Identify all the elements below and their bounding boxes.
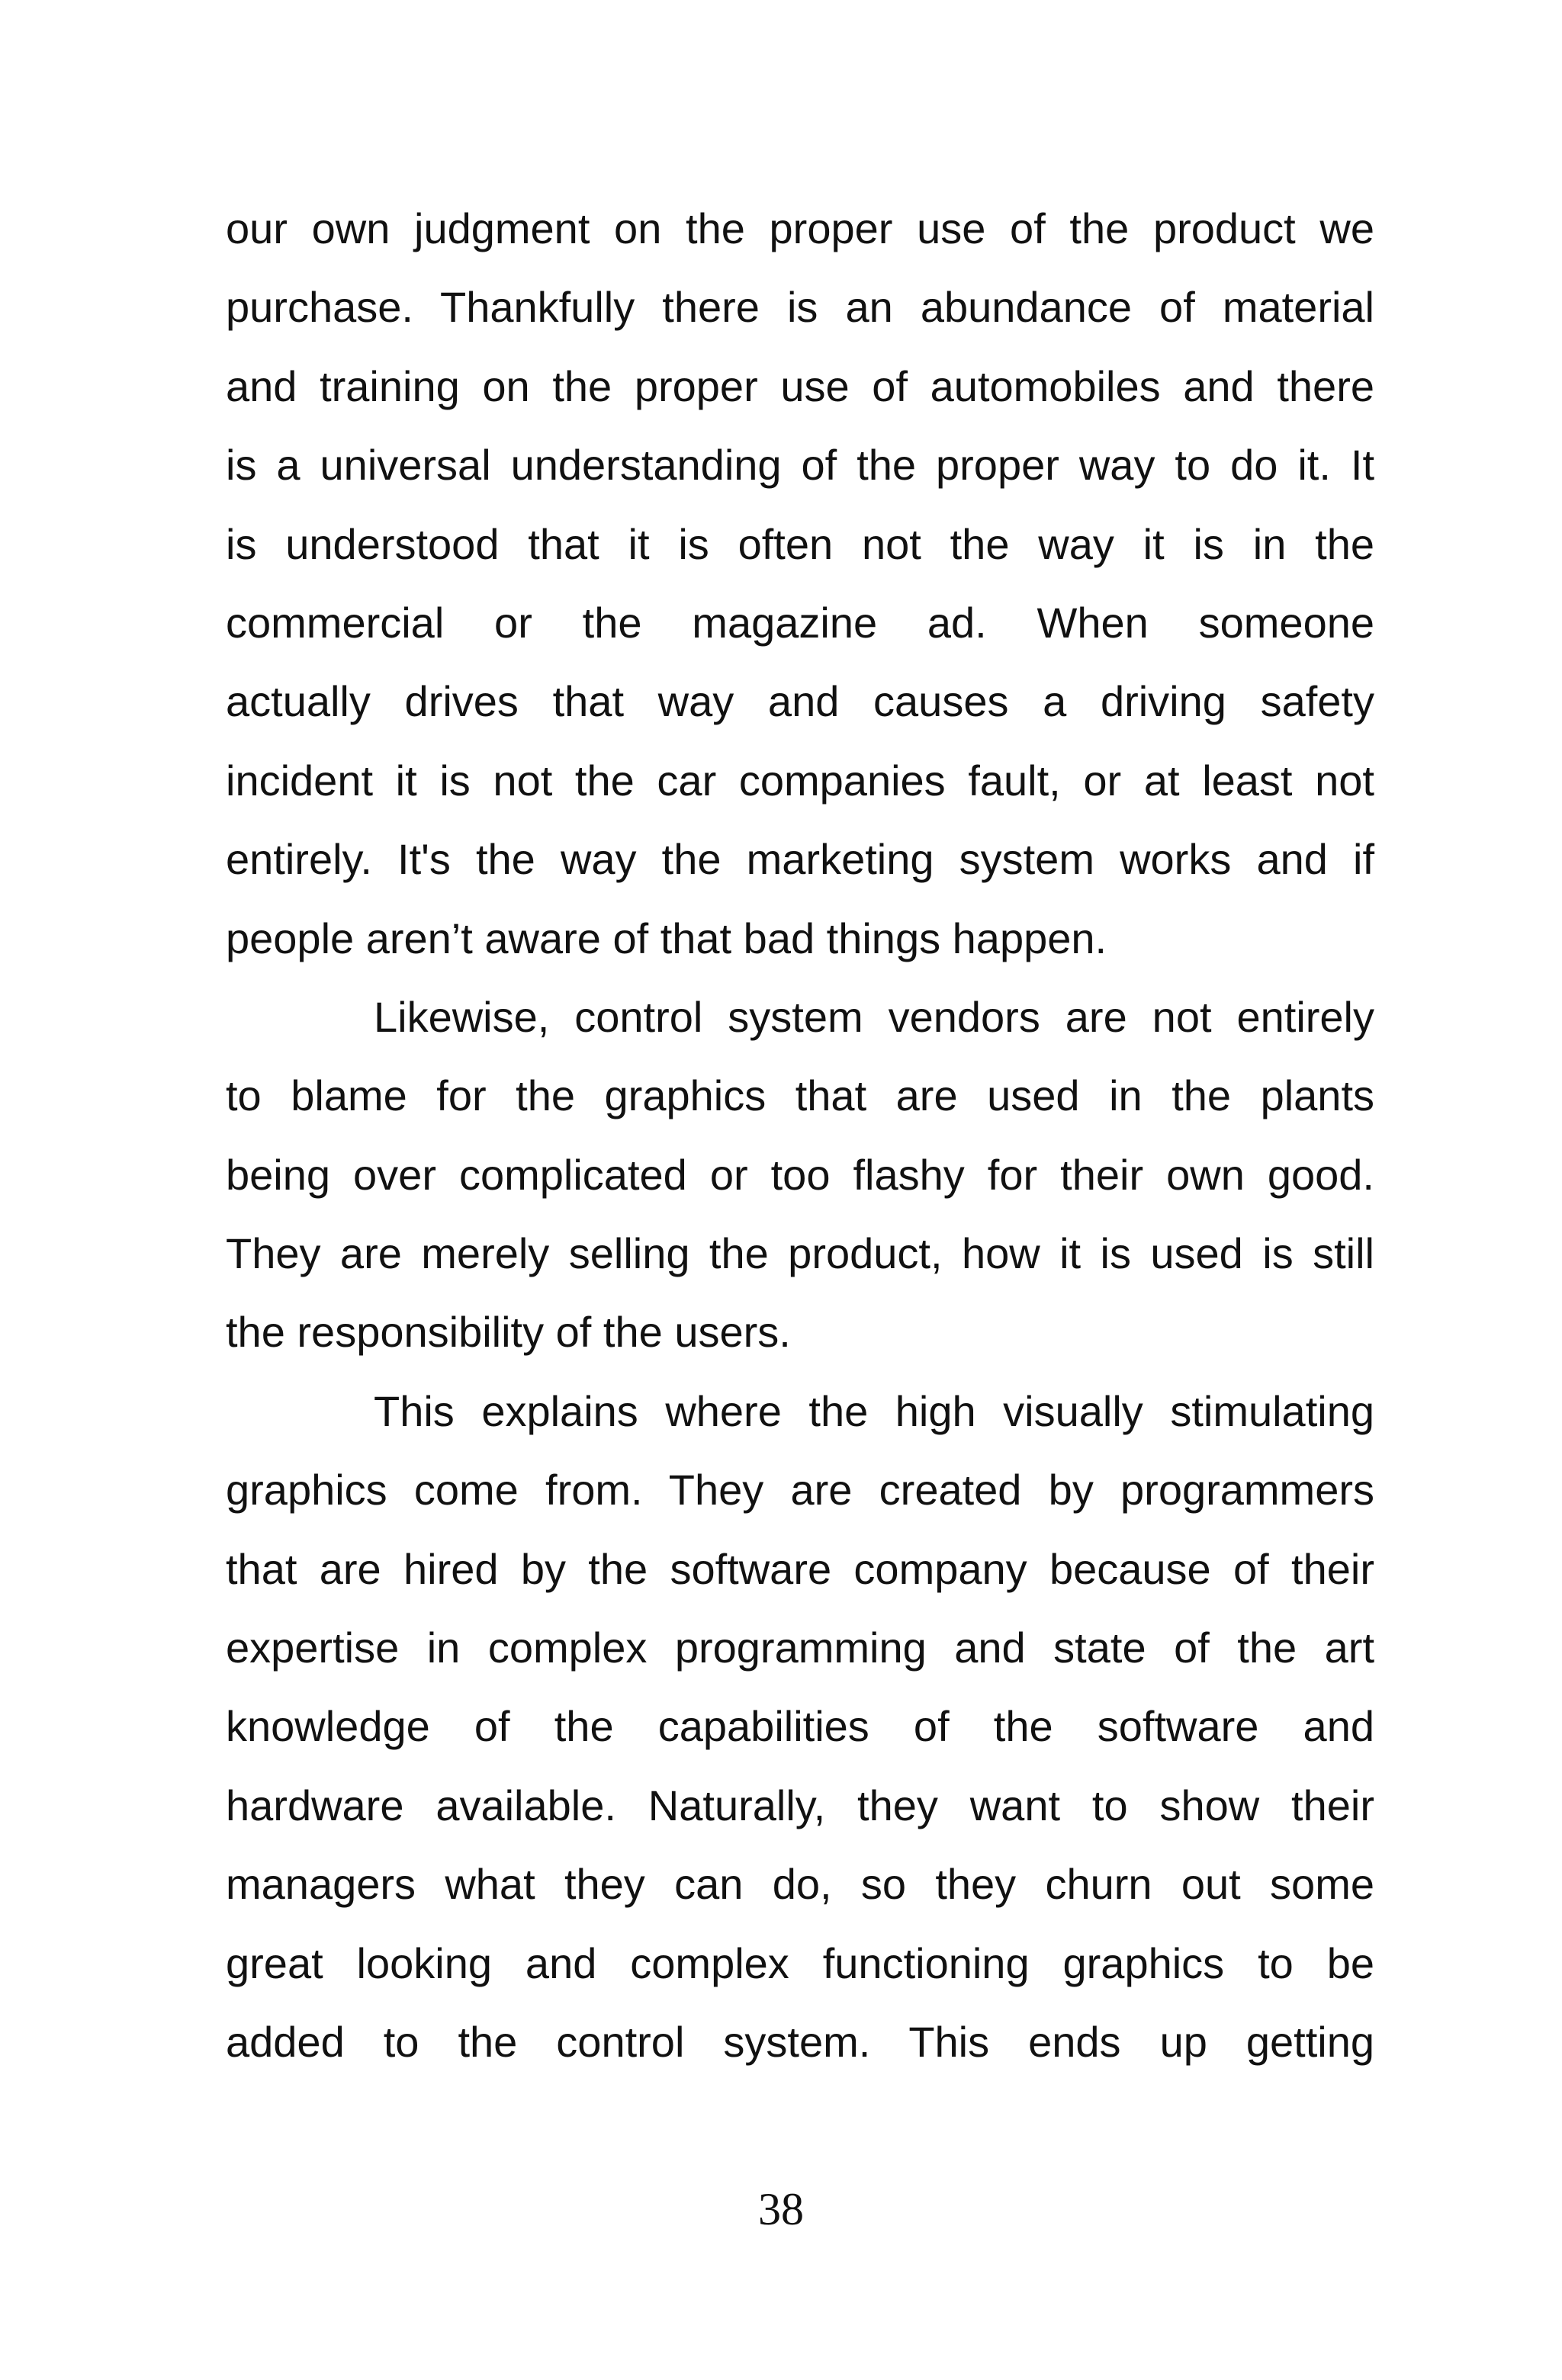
text-line: graphics come from. They are created by programmers bbox=[226, 1466, 1374, 1514]
text-line: knowledge of the capabilities of the software and bbox=[226, 1702, 1374, 1751]
text-line: commercial or the magazine ad. When someone bbox=[226, 598, 1374, 647]
text-line: entirely. It's the way the marketing system works and if bbox=[226, 835, 1374, 884]
page-number: 38 bbox=[758, 2184, 804, 2234]
text-line: purchase. Thankfully there is an abundance of material bbox=[226, 283, 1374, 332]
text-line: to blame for the graphics that are used in the plants bbox=[226, 1071, 1374, 1120]
text-line: added to the control system. This ends up getting bbox=[226, 2017, 1374, 2066]
text-line: that are hired by the software company because of their bbox=[226, 1544, 1374, 1593]
text-line: people aren’t aware of that bad things happen. bbox=[226, 914, 1107, 962]
text-line: great looking and complex functioning graphics to be bbox=[226, 1938, 1374, 1987]
text-line: is understood that it is often not the way it is in the bbox=[226, 519, 1374, 568]
text-line: being over complicated or too flashy for their own good. bbox=[226, 1150, 1374, 1199]
text-line: and training on the proper use of automobiles and there bbox=[226, 361, 1374, 410]
text-line: managers what they can do, so they churn out some bbox=[226, 1860, 1374, 1909]
text-line: hardware available. Naturally, they want to show their bbox=[226, 1781, 1374, 1829]
text-line: is a universal understanding of the proper way to do it. It bbox=[226, 441, 1374, 490]
text-line: Likewise, control system vendors are not entirely bbox=[374, 992, 1374, 1041]
text-line: incident it is not the car companies fault, or at least not bbox=[226, 756, 1374, 805]
text-line: the responsibility of the users. bbox=[226, 1308, 791, 1357]
body-text bbox=[226, 189, 1374, 2081]
text-line: They are merely selling the product, how it is used is still bbox=[226, 1229, 1374, 1278]
text-line: This explains where the high visually stimulating bbox=[374, 1386, 1374, 1435]
text-line: actually drives that way and causes a driving safety bbox=[226, 677, 1374, 726]
text-line: our own judgment on the proper use of the product we bbox=[226, 204, 1374, 252]
text-line: expertise in complex programming and state of the art bbox=[226, 1624, 1374, 1672]
